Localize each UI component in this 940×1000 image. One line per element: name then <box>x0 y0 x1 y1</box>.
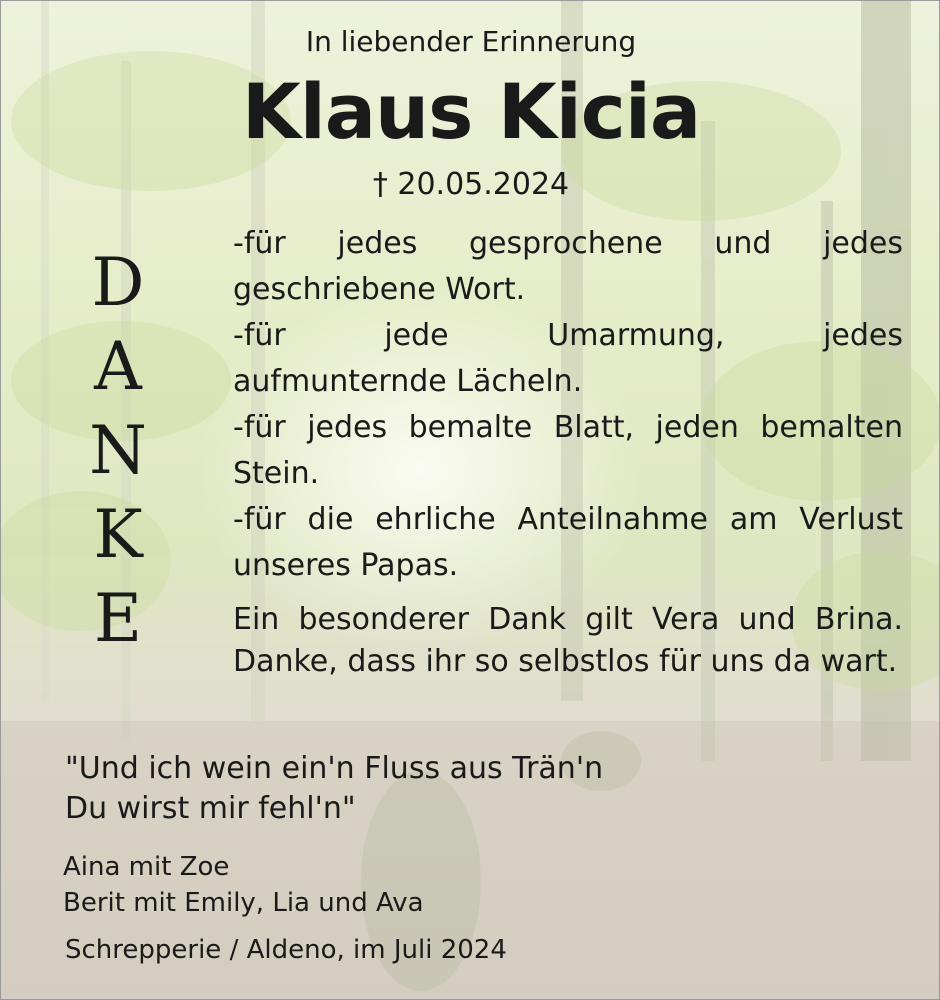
thanks-item-line: -für jede Umarmung, jedes <box>233 318 903 353</box>
deceased-name: Klaus Kicia <box>241 67 701 156</box>
danke-letter: D <box>91 244 145 321</box>
thanks-item <box>233 313 903 405</box>
family-signature <box>63 849 763 921</box>
thanks-item <box>233 221 903 313</box>
family-line: Aina mit Zoe <box>63 852 230 882</box>
thanks-item: -für die ehrliche Anteilnahme am Verlust unseres Papas. <box>233 502 903 583</box>
danke-letter: K <box>93 496 143 573</box>
thanks-item: -für jedes bemalte Blatt, jeden bemalten Stein. <box>233 410 903 491</box>
quote-line: "Und ich wein ein'n Fluss aus Trän'n <box>65 751 604 786</box>
thanks-item-line: aufmunternde Lächeln. <box>233 364 583 399</box>
danke-letter: N <box>89 412 147 489</box>
thanks-item-line: -für jedes gesprochene und jedes <box>233 226 903 261</box>
danke-letter: E <box>93 580 143 657</box>
danke-letter: A <box>94 328 142 405</box>
special-thanks: Ein besonderer Dank gilt Vera und Brina. Danke, dass ihr so selbstlos für uns da wart. <box>233 602 903 679</box>
family-line: Berit mit Emily, Lia und Ava <box>63 888 424 918</box>
quote-line: Du wirst mir fehl'n" <box>65 791 356 826</box>
thanks-item-line: geschriebene Wort. <box>233 272 526 307</box>
quote <box>65 749 765 829</box>
place-date: Schrepperie / Aldeno, im Juli 2024 <box>65 935 507 965</box>
intro-line: In liebender Erinnerung <box>305 25 637 58</box>
danke-vertical-word <box>73 241 163 661</box>
death-date: † 20.05.2024 <box>372 167 570 202</box>
